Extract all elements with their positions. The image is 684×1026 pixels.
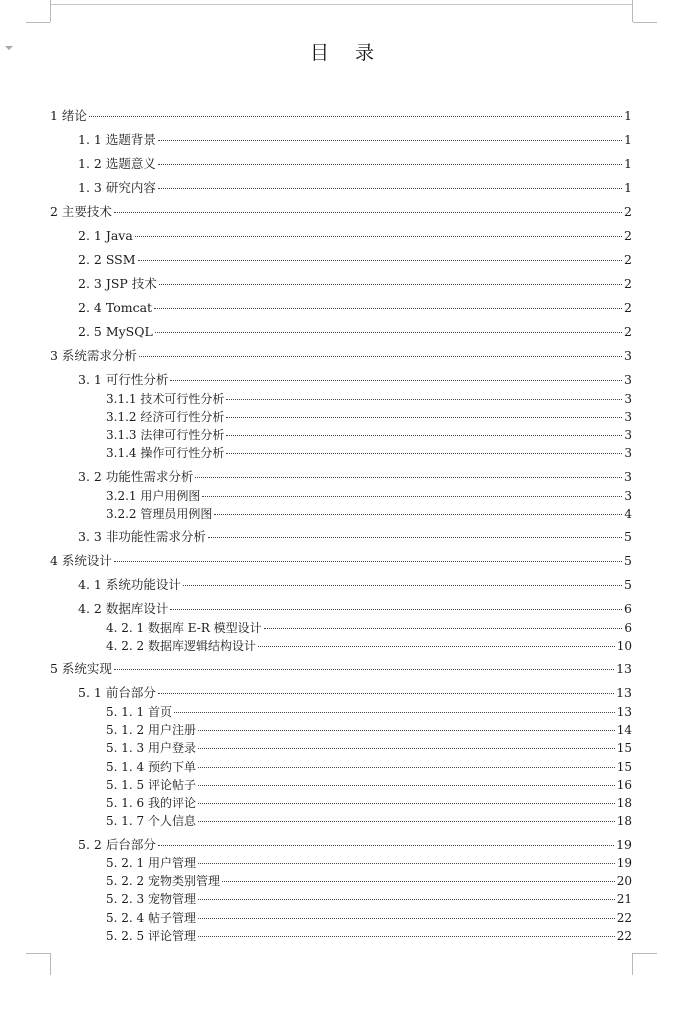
toc-page-number: 2 xyxy=(624,204,632,219)
toc-page-number: 4 xyxy=(624,507,632,521)
toc-dot-leader xyxy=(159,284,622,285)
page-top-border xyxy=(50,4,632,5)
toc-dot-leader xyxy=(114,212,622,213)
toc-page-number: 2 xyxy=(624,252,632,267)
toc-dot-leader xyxy=(174,712,615,713)
toc-entry-label: 5 系统实现 xyxy=(50,661,112,676)
toc-page-number: 3 xyxy=(624,428,632,442)
toc-entry-label: 1. 3 研究内容 xyxy=(78,180,156,195)
toc-entry[interactable] xyxy=(106,506,632,522)
toc-page-number: 21 xyxy=(616,892,632,906)
toc-entry[interactable] xyxy=(78,601,632,617)
toc-entry[interactable] xyxy=(106,445,632,461)
toc-page-number: 19 xyxy=(616,837,632,852)
toc-entry-label: 5. 1 前台部分 xyxy=(78,685,156,700)
toc-page-number: 3 xyxy=(624,410,632,424)
toc-page-number: 18 xyxy=(616,814,632,828)
toc-entry[interactable] xyxy=(106,813,632,829)
toc-entry-label: 5. 1. 5 评论帖子 xyxy=(106,778,196,792)
toc-entry-label: 3.1.2 经济可行性分析 xyxy=(106,410,225,424)
toc-entry-label: 2 主要技术 xyxy=(50,204,112,219)
toc-dot-leader xyxy=(226,399,622,400)
toc-entry-label: 1. 1 选题背景 xyxy=(78,132,156,147)
toc-entry-label: 4. 2. 2 数据库逻辑结构设计 xyxy=(106,639,256,653)
toc-dot-leader xyxy=(158,845,614,846)
toc-page-number: 3 xyxy=(624,489,632,503)
toc-page-number: 3 xyxy=(624,372,632,387)
toc-page-number: 2 xyxy=(624,324,632,339)
toc-dot-leader xyxy=(158,140,622,141)
toc-entry[interactable] xyxy=(106,777,632,793)
toc-entry[interactable] xyxy=(78,156,632,172)
toc-entry-label: 2. 5 MySQL xyxy=(78,324,153,339)
toc-entry[interactable] xyxy=(106,638,632,654)
toc-page-number: 13 xyxy=(616,705,632,719)
toc-page-number: 1 xyxy=(624,180,632,195)
toc-entry-label: 2. 1 Java xyxy=(78,228,133,243)
toc-entry-label: 5. 1. 1 首页 xyxy=(106,705,172,719)
toc-dot-leader xyxy=(208,537,622,538)
toc-entry-label: 3.2.1 用户用例图 xyxy=(106,489,201,503)
toc-entry-label: 5. 1. 3 用户登录 xyxy=(106,741,196,755)
toc-page-number: 3 xyxy=(624,348,632,363)
toc-entry[interactable] xyxy=(78,132,632,148)
toc-entry-label: 4. 2. 1 数据库 E-R 模型设计 xyxy=(106,621,262,635)
crop-mark-bottom-left-vertical xyxy=(50,953,51,975)
toc-entry[interactable] xyxy=(78,529,632,545)
toc-page-number: 15 xyxy=(616,760,632,774)
toc-entry[interactable] xyxy=(106,759,632,775)
toc-dot-leader xyxy=(155,332,622,333)
toc-page-number: 2 xyxy=(624,276,632,291)
toc-entry[interactable] xyxy=(78,837,632,853)
toc-entry[interactable] xyxy=(78,276,632,292)
toc-dot-leader xyxy=(154,308,622,309)
toc-dot-leader xyxy=(198,863,615,864)
crop-mark-bottom-left-horizontal xyxy=(26,953,50,954)
toc-dot-leader xyxy=(158,188,622,189)
toc-dot-leader xyxy=(114,669,614,670)
toc-dot-leader xyxy=(158,693,614,694)
toc-page-number: 6 xyxy=(624,621,632,635)
toc-entry-label: 5. 1. 4 预约下单 xyxy=(106,760,196,774)
toc-entry[interactable] xyxy=(78,252,632,268)
toc-dot-leader xyxy=(198,767,615,768)
toc-entry[interactable] xyxy=(106,740,632,756)
crop-mark-bottom-right-horizontal xyxy=(633,953,657,954)
toc-entry-label: 4. 2 数据库设计 xyxy=(78,601,169,616)
toc-page-number: 3 xyxy=(624,392,632,406)
crop-mark-bottom-right-vertical xyxy=(632,953,633,975)
toc-page-number: 2 xyxy=(624,228,632,243)
toc-dot-leader xyxy=(139,356,622,357)
toc-page-number: 16 xyxy=(616,778,632,792)
toc-dot-leader xyxy=(183,585,622,586)
toc-page-number: 10 xyxy=(616,639,632,653)
toc-dot-leader xyxy=(226,453,622,454)
toc-entry-label: 3. 2 功能性需求分析 xyxy=(78,469,194,484)
toc-page-number: 22 xyxy=(616,911,632,925)
toc-dot-leader xyxy=(202,496,622,497)
toc-page-number: 3 xyxy=(624,446,632,460)
toc-entry-label: 3 系统需求分析 xyxy=(50,348,137,363)
toc-page-number: 5 xyxy=(624,553,632,568)
toc-dot-leader xyxy=(222,881,615,882)
toc-entry-label: 3.1.3 法律可行性分析 xyxy=(106,428,225,442)
toc-page-number: 6 xyxy=(624,601,632,616)
toc-dot-leader xyxy=(198,936,615,937)
toc-dot-leader xyxy=(170,609,622,610)
toc-dot-leader xyxy=(135,236,622,237)
toc-dot-leader xyxy=(158,164,622,165)
toc-dot-leader xyxy=(214,514,622,515)
toc-page-number: 20 xyxy=(616,874,632,888)
toc-entry[interactable] xyxy=(78,685,632,701)
toc-entry[interactable] xyxy=(106,855,632,871)
toc-entry-label: 3. 1 可行性分析 xyxy=(78,372,169,387)
toc-entry[interactable] xyxy=(106,891,632,907)
toc-entry-label: 5. 2. 5 评论管理 xyxy=(106,929,196,943)
toc-entry-label: 5. 1. 2 用户注册 xyxy=(106,723,196,737)
toc-dot-leader xyxy=(170,380,622,381)
toc-page-number: 1 xyxy=(624,108,632,123)
toc-dot-leader xyxy=(198,803,615,804)
toc-dot-leader xyxy=(198,899,615,900)
toc-entry-label: 5. 1. 7 个人信息 xyxy=(106,814,196,828)
toc-entry[interactable] xyxy=(78,228,632,244)
toc-entry-label: 5. 2. 2 宠物类别管理 xyxy=(106,874,220,888)
toc-entry-label: 4 系统设计 xyxy=(50,553,112,568)
toc-dot-leader xyxy=(198,748,615,749)
toc-entry[interactable] xyxy=(78,300,632,316)
toc-page-number: 22 xyxy=(616,929,632,943)
toc-entry-label: 5. 2. 1 用户管理 xyxy=(106,856,196,870)
toc-entry[interactable] xyxy=(106,391,632,407)
toc-dot-leader xyxy=(226,417,622,418)
toc-entry-label: 2. 3 JSP 技术 xyxy=(78,276,157,291)
toc-page-number: 5 xyxy=(624,577,632,592)
toc-entry-label: 1 绪论 xyxy=(50,108,87,123)
toc-page-number: 1 xyxy=(624,156,632,171)
toc-entry[interactable] xyxy=(106,620,632,636)
toc-dot-leader xyxy=(114,561,622,562)
toc-entry-label: 5. 2. 4 帖子管理 xyxy=(106,911,196,925)
toc-dot-leader xyxy=(258,646,615,647)
toc-entry[interactable] xyxy=(50,348,632,364)
toc-entry[interactable] xyxy=(106,928,632,944)
toc-page-number: 14 xyxy=(616,723,632,737)
toc-entry-label: 3.2.2 管理员用例图 xyxy=(106,507,213,521)
toc-dot-leader xyxy=(89,116,622,117)
toc-page-number: 13 xyxy=(616,685,632,700)
crop-mark-top-left-vertical xyxy=(50,0,51,22)
toc-entry[interactable] xyxy=(106,873,632,889)
toc-entry[interactable] xyxy=(50,204,632,220)
toc-page-number: 15 xyxy=(616,741,632,755)
toc-entry[interactable] xyxy=(106,488,632,504)
toc-entry-label: 5. 2 后台部分 xyxy=(78,837,156,852)
toc-entry-label: 4. 1 系统功能设计 xyxy=(78,577,181,592)
toc-entry[interactable] xyxy=(106,704,632,720)
toc-entry-label: 3.1.4 操作可行性分析 xyxy=(106,446,225,460)
crop-mark-top-right-vertical xyxy=(632,0,633,22)
toc-dot-leader xyxy=(195,477,622,478)
toc-page-number: 5 xyxy=(624,529,632,544)
toc-entry[interactable] xyxy=(106,722,632,738)
toc-entry-label: 3.1.1 技术可行性分析 xyxy=(106,392,225,406)
toc-page-number: 13 xyxy=(616,661,632,676)
toc-page-number: 3 xyxy=(624,469,632,484)
toc-dot-leader xyxy=(138,260,623,261)
toc-entry[interactable] xyxy=(106,427,632,443)
toc-page-number: 18 xyxy=(616,796,632,810)
crop-mark-top-right-horizontal xyxy=(633,22,657,23)
toc-entry[interactable] xyxy=(50,553,632,569)
toc-entry-label: 5. 1. 6 我的评论 xyxy=(106,796,196,810)
toc-page-number: 1 xyxy=(624,132,632,147)
toc-dot-leader xyxy=(226,435,622,436)
toc-entry[interactable] xyxy=(78,469,632,485)
toc-entry-label: 5. 2. 3 宠物管理 xyxy=(106,892,196,906)
toc-entry-label: 2. 2 SSM xyxy=(78,252,136,267)
toc-page-number: 2 xyxy=(624,300,632,315)
toc-entry[interactable] xyxy=(50,661,632,677)
toc-entry[interactable] xyxy=(50,108,632,124)
toc-entry-label: 3. 3 非功能性需求分析 xyxy=(78,529,206,544)
toc-entry[interactable] xyxy=(78,372,632,388)
toc-entry-label: 2. 4 Tomcat xyxy=(78,300,153,315)
toc-entry[interactable] xyxy=(78,324,632,340)
toc-dot-leader xyxy=(264,628,623,629)
toc-entry[interactable] xyxy=(78,180,632,196)
toc-dot-leader xyxy=(198,730,615,731)
toc-title: 目 录 xyxy=(309,42,385,64)
toc-entry[interactable] xyxy=(106,409,632,425)
toc-entry[interactable] xyxy=(106,910,632,926)
toc-entry[interactable] xyxy=(78,577,632,593)
toc-dot-leader xyxy=(198,918,615,919)
toc-page-number: 19 xyxy=(616,856,632,870)
toc-dot-leader xyxy=(198,821,615,822)
toc-entry-label: 1. 2 选题意义 xyxy=(78,156,156,171)
toc-entry[interactable] xyxy=(106,795,632,811)
crop-mark-top-left-horizontal xyxy=(26,22,50,23)
toc-dot-leader xyxy=(198,785,615,786)
